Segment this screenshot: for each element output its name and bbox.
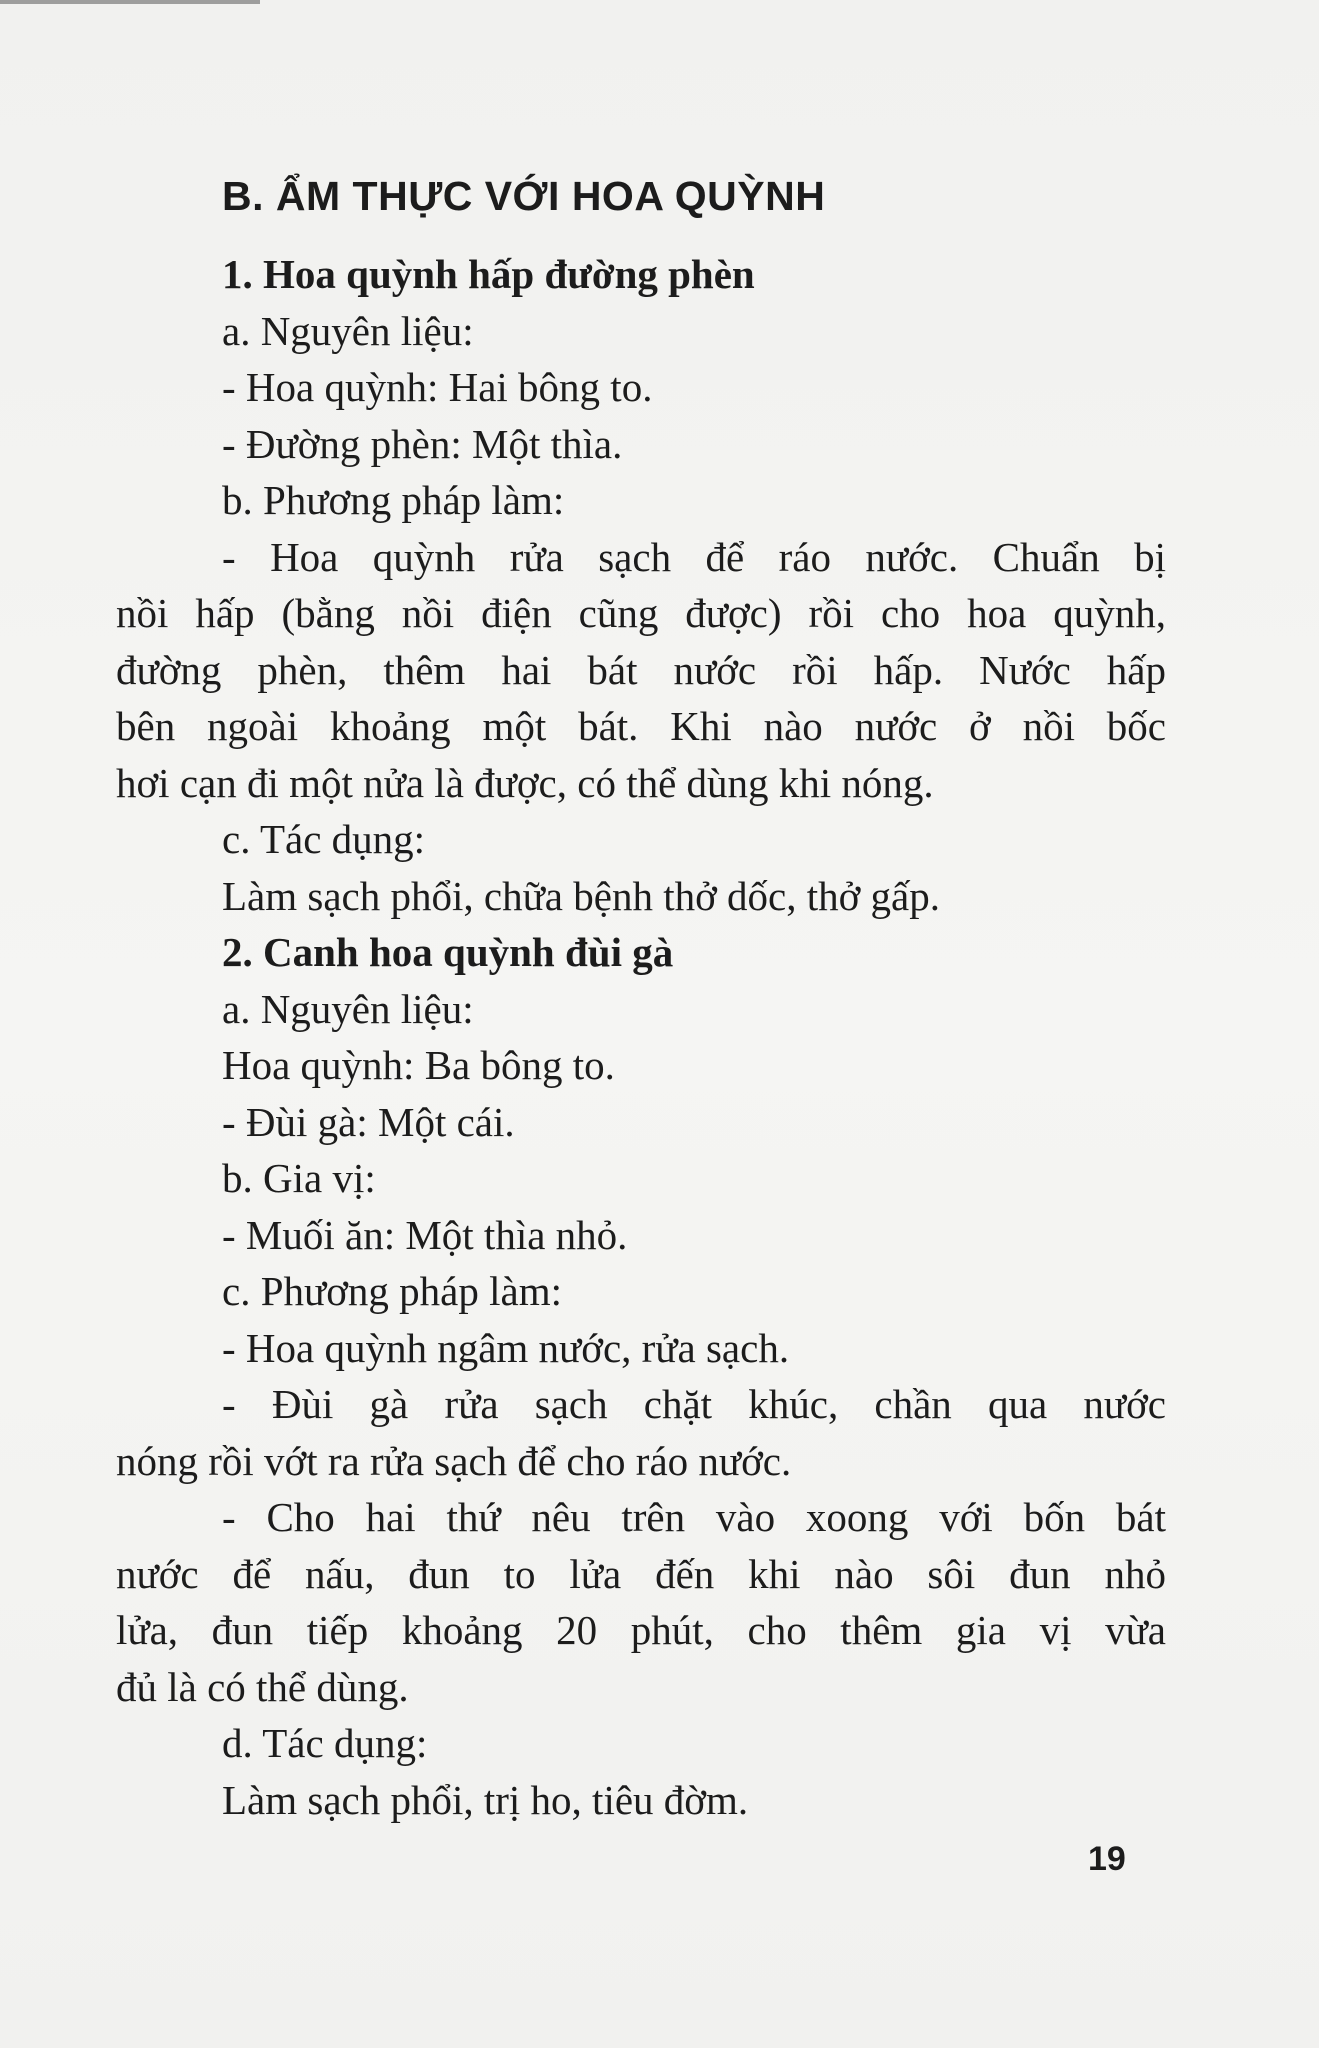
recipe-1-effect-heading: c. Tác dụng: [222,816,426,862]
recipe-2-effect-heading: d. Tác dụng: [222,1720,428,1766]
recipe-1-method-line: hơi cạn đi một nửa là được, có thể dùng khi nóng. [116,759,934,806]
recipe-1-effect-text: Làm sạch phổi, chữa bệnh thở dốc, thở gấp. [222,872,940,919]
recipe-2-method-step-3: đủ là có thể dùng. [116,1663,409,1710]
recipe-1-ingredient: - Đường phèn: Một thìa. [222,420,623,467]
recipe-2-effect-text: Làm sạch phổi, trị ho, tiêu đờm. [222,1776,749,1823]
recipe-2-spice: - Muối ăn: Một thìa nhỏ. [222,1211,628,1258]
recipe-1-method-line: đường phèn, thêm hai bát nước rồi hấp. Nước hấp [116,646,1166,693]
recipe-1-method-line: bên ngoài khoảng một bát. Khi nào nước ở nồi bốc [116,703,1166,749]
recipe-1-ingredients-heading: a. Nguyên liệu: [222,307,474,354]
recipe-2-method-step-1: - Hoa quỳnh ngâm nước, rửa sạch. [222,1324,790,1371]
page-number: 19 [1088,1840,1126,1878]
recipe-2-spice-heading: b. Gia vị: [222,1155,376,1201]
page-edge-shadow [0,0,260,4]
recipe-1-title: 1. Hoa quỳnh hấp đường phèn [222,251,755,297]
recipe-1-method-line: nồi hấp (bằng nồi điện cũng được) rồi cho hoa quỳnh, [116,590,1166,636]
section-title: B. ẨM THỰC VỚI HOA QUỲNH [222,173,826,219]
recipe-2-method-step-3: nước để nấu, đun to lửa đến khi nào sôi đun nhỏ [116,1550,1166,1597]
recipe-2-method-step-2: - Đùi gà rửa sạch chặt khúc, chần qua nước [222,1381,1166,1427]
recipe-2-method-step-3: - Cho hai thứ nêu trên vào xoong với bốn bát [222,1494,1166,1540]
recipe-2-method-step-3: lửa, đun tiếp khoảng 20 phút, cho thêm gia vị vừa [116,1607,1166,1653]
recipe-1-ingredient: - Hoa quỳnh: Hai bông to. [222,364,653,410]
recipe-2-ingredient: Hoa quỳnh: Ba bông to. [222,1042,615,1088]
recipe-2-ingredient: - Đùi gà: Một cái. [222,1098,515,1145]
recipe-2-method-heading: c. Phương pháp làm: [222,1268,562,1314]
recipe-2-ingredients-heading: a. Nguyên liệu: [222,985,474,1032]
recipe-2-title: 2. Canh hoa quỳnh đùi gà [222,929,674,975]
page-content [116,168,1166,1828]
recipe-2-method-step-2: nóng rồi vớt ra rửa sạch để cho ráo nước. [116,1437,792,1484]
recipe-1-method-line: - Hoa quỳnh rửa sạch để ráo nước. Chuẩn bị [222,533,1166,580]
recipe-1-method-heading: b. Phương pháp làm: [222,477,565,523]
